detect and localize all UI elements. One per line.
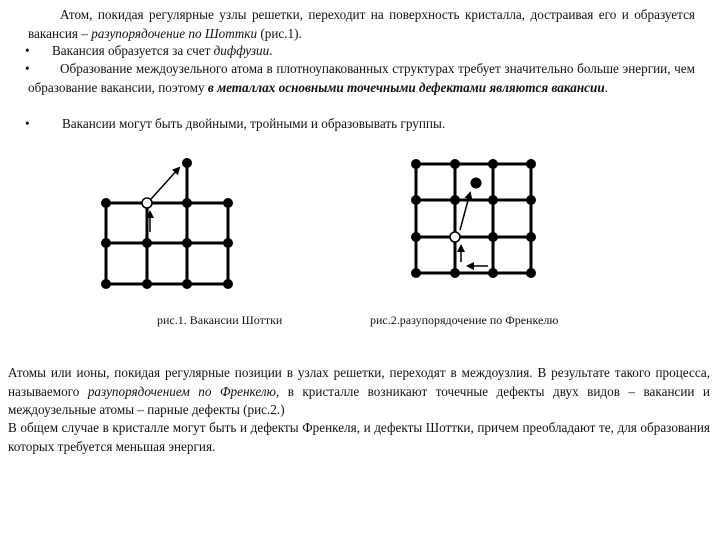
atom — [488, 268, 498, 278]
bullet-marker: • — [25, 43, 30, 58]
bullet-end: . — [269, 43, 273, 58]
fig1-caption: рис.1. Вакансии Шоттки — [157, 313, 283, 327]
atom — [411, 268, 421, 278]
atom — [411, 159, 421, 169]
atom — [526, 268, 536, 278]
frenkel-text-b: , в кристалле возникают точечные дефекты двух видов – вакансии и междоузельные атомы – парные дефекты (рис.2.) — [8, 383, 710, 417]
frenkel-paragraph — [8, 364, 710, 420]
schottky-term: разупорядочение по Шоттки — [91, 25, 258, 41]
atom — [488, 195, 498, 205]
frenkel-term: разупорядочением по Френкелю — [87, 383, 276, 399]
diffusion-term: диффузии — [213, 43, 270, 58]
atom — [450, 195, 460, 205]
atom — [450, 159, 460, 169]
intro-text-b: (рис.1). — [257, 25, 302, 41]
bullet-marker: • — [25, 116, 30, 131]
atom — [526, 159, 536, 169]
bullet-marker: • — [25, 61, 30, 76]
bullet-groups: Вакансии могут быть двойными, тройными и образовывать группы. — [62, 116, 446, 131]
fig2-caption: рис.2.разупорядочение по Френкелю — [370, 313, 559, 327]
atom — [411, 195, 421, 205]
bullet-text: Образование междоузельного атома в плотноупакованных структурах требует значительно больше энергии, чем образование вакансии, поэтому — [28, 61, 695, 95]
atom — [488, 232, 498, 242]
intro-text-a: Атом, покидая регулярные узлы решетки, переходит на поверхность кристалла, достраивая его и образуется вакансия – — [28, 7, 695, 41]
atom — [488, 159, 498, 169]
vacancy-circle — [450, 232, 460, 242]
atom — [450, 268, 460, 278]
interstitial-atom — [471, 178, 482, 189]
frenkel-text-a: Атомы или ионы, покидая регулярные позиции в узлах решетки, переходят в междоузлия. В результате такого процесса, называемого — [8, 365, 710, 399]
vacancy-emphasis: в металлах основными точечными дефектами являются вакансии — [207, 79, 605, 95]
atom — [411, 232, 421, 242]
bullet-text: Вакансия образуется за счет — [52, 43, 214, 58]
bullet-end: . — [604, 79, 608, 95]
fig2-atoms — [411, 159, 536, 278]
conclusion-paragraph: В общем случае в кристалле могут быть и дефекты Френкеля, и дефекты Шоттки, причем преобладают те, для образования которых требуется меньшая энергия. — [8, 420, 710, 454]
atom — [526, 195, 536, 205]
atom — [526, 232, 536, 242]
